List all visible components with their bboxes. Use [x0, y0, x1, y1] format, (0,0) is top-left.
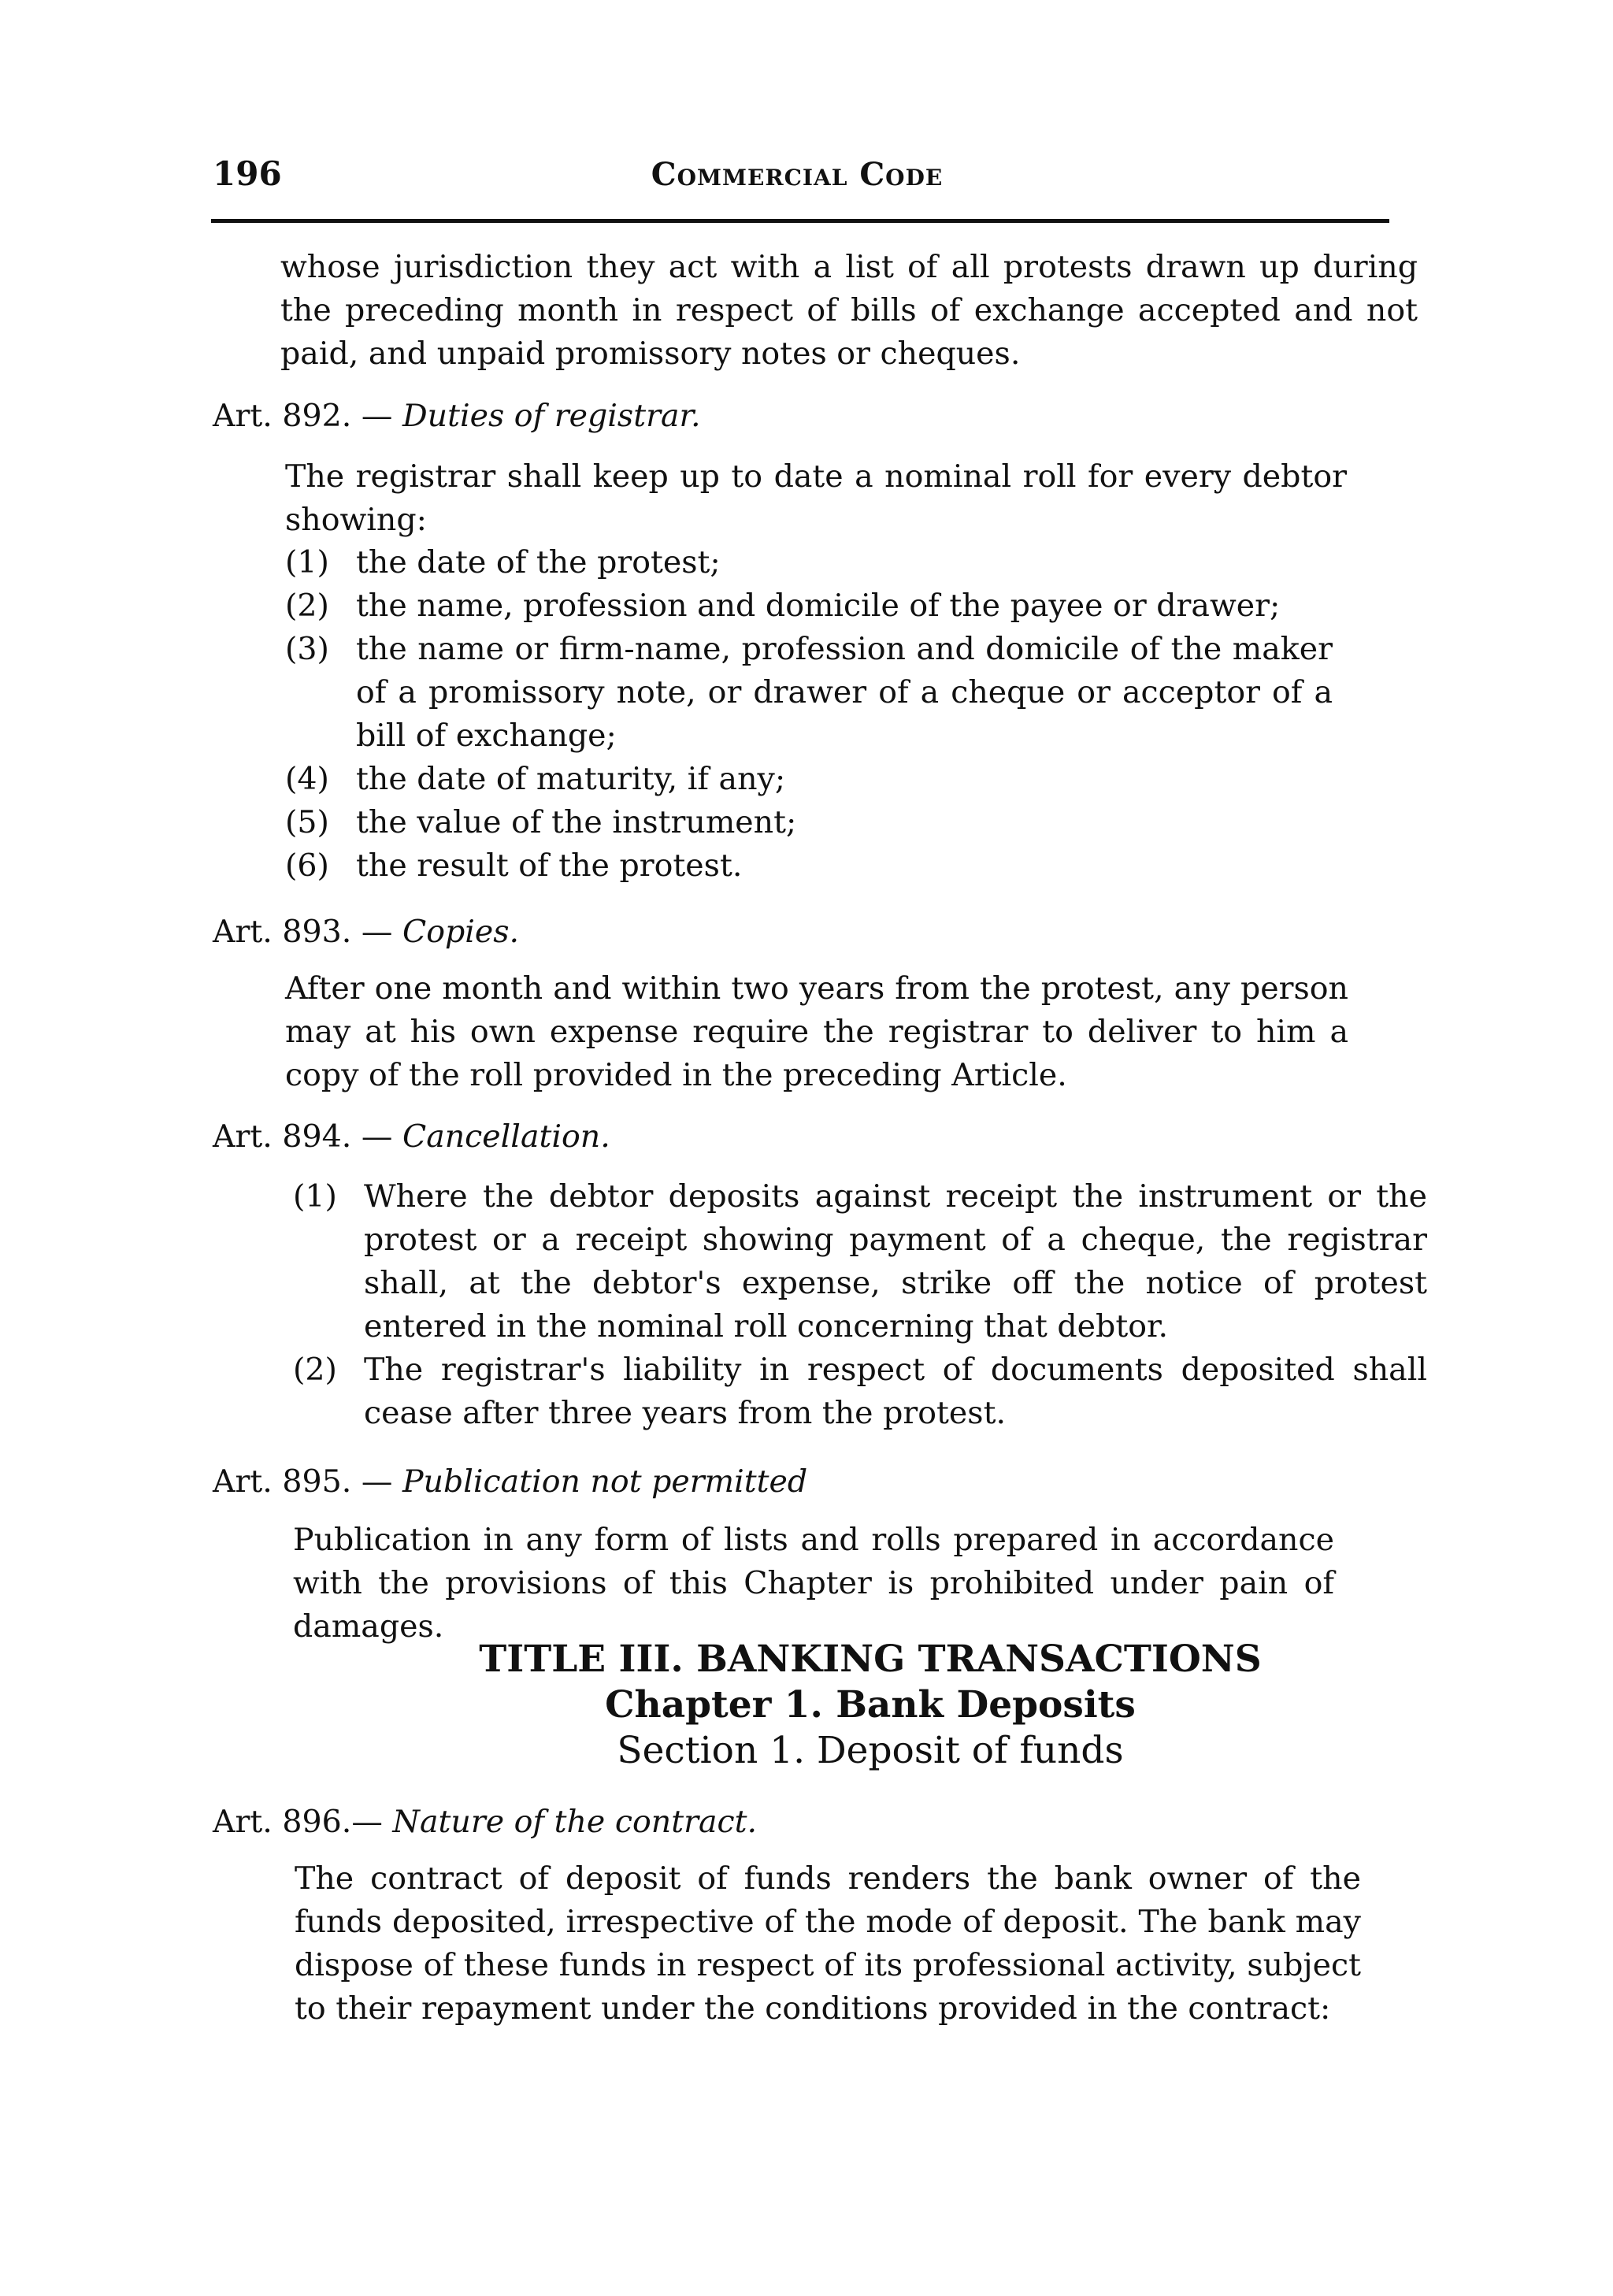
art-892-item-6	[285, 844, 1348, 888]
intro-paragraph: whose jurisdiction they act with a list of all protests drawn up during the preceding month in respect of bills of exchange accepted and not paid, and unpaid promissory notes or cheques.	[280, 249, 1418, 372]
art-892-item-2	[285, 584, 1348, 628]
item-number: (2)	[293, 1352, 337, 1388]
item-text: the name, profession and domicile of the payee or drawer;	[356, 588, 1281, 624]
item-text: the value of the instrument;	[356, 804, 797, 840]
art-894-item-2	[293, 1348, 1427, 1435]
item-number: (4)	[285, 761, 329, 797]
art-896-number: Art. 896.—	[213, 1804, 383, 1840]
art-894-number: Art. 894. —	[213, 1118, 393, 1155]
page-header	[213, 154, 1605, 195]
item-number: (3)	[285, 631, 329, 667]
item-text: the name or firm-name, profession and domicile of the maker of a promissory note, or drawer of a cheque or acceptor of a bill of exchange;	[356, 631, 1333, 754]
header-rule	[211, 219, 1389, 223]
item-text: the date of the protest;	[356, 544, 721, 580]
art-895-heading	[213, 1463, 807, 1500]
art-893-body: After one month and within two years from the protest, any person may at his own expense require the registrar to deliver to him a copy of the roll provided in the preceding Article.	[285, 970, 1348, 1093]
art-894-heading	[213, 1118, 610, 1155]
art-894-title: Cancellation.	[402, 1118, 610, 1155]
item-number: (6)	[285, 848, 329, 884]
item-number: (5)	[285, 804, 329, 840]
section-heading: Section 1. Deposit of funds	[617, 1729, 1124, 1772]
art-892-title: Duties of registrar.	[402, 398, 701, 434]
art-895-title: Publication not permitted	[402, 1463, 808, 1500]
art-892-item-5	[285, 801, 1348, 844]
item-number: (2)	[285, 588, 329, 624]
art-896-body: The contract of deposit of funds renders the bank owner of the funds deposited, irrespective of the mode of deposit. The bank may dispose of these funds in respect of its professional activity, subject to their repayment under the conditions provided in the contract:	[295, 1860, 1361, 2027]
art-893-title: Copies.	[402, 914, 520, 950]
art-892-heading	[213, 398, 701, 434]
chapter-heading: Chapter 1. Bank Deposits	[605, 1683, 1136, 1727]
art-895-body: Publication in any form of lists and rolls prepared in accordance with the provisions of this Chapter is prohibited under pain of damages.	[293, 1522, 1334, 1645]
item-text: the result of the protest.	[356, 848, 743, 884]
art-896-heading	[213, 1804, 757, 1840]
art-892-item-1	[285, 541, 1348, 584]
art-896-title: Nature of the contract.	[392, 1804, 758, 1840]
art-892-item-3	[285, 628, 1333, 758]
title-block	[299, 1637, 1441, 1774]
running-title: Commercial Code	[651, 156, 944, 193]
art-895-number: Art. 895. —	[213, 1463, 393, 1500]
art-892-number: Art. 892. —	[213, 398, 393, 434]
item-number: (1)	[293, 1178, 337, 1215]
item-text: the date of maturity, if any;	[356, 761, 786, 797]
art-892-lead: The registrar shall keep up to date a nominal roll for every debtor showing:	[285, 458, 1347, 538]
art-894-item-1	[293, 1175, 1427, 1348]
art-893-heading	[213, 914, 519, 950]
art-893-number: Art. 893. —	[213, 914, 393, 950]
page-number: 196	[213, 154, 282, 193]
art-892-item-4	[285, 758, 1348, 801]
item-number: (1)	[285, 544, 329, 580]
title-heading: TITLE III. BANKING TRANSACTIONS	[479, 1638, 1262, 1681]
item-text: Where the debtor deposits against receipt the instrument or the protest or a receipt showing payment of a cheque, the registrar shall, at the debtor's expense, strike off the notice of protest entered in the nominal roll concerning that debtor.	[364, 1178, 1427, 1345]
item-text: The registrar's liability in respect of documents deposited shall cease after three years from the protest.	[364, 1352, 1427, 1431]
